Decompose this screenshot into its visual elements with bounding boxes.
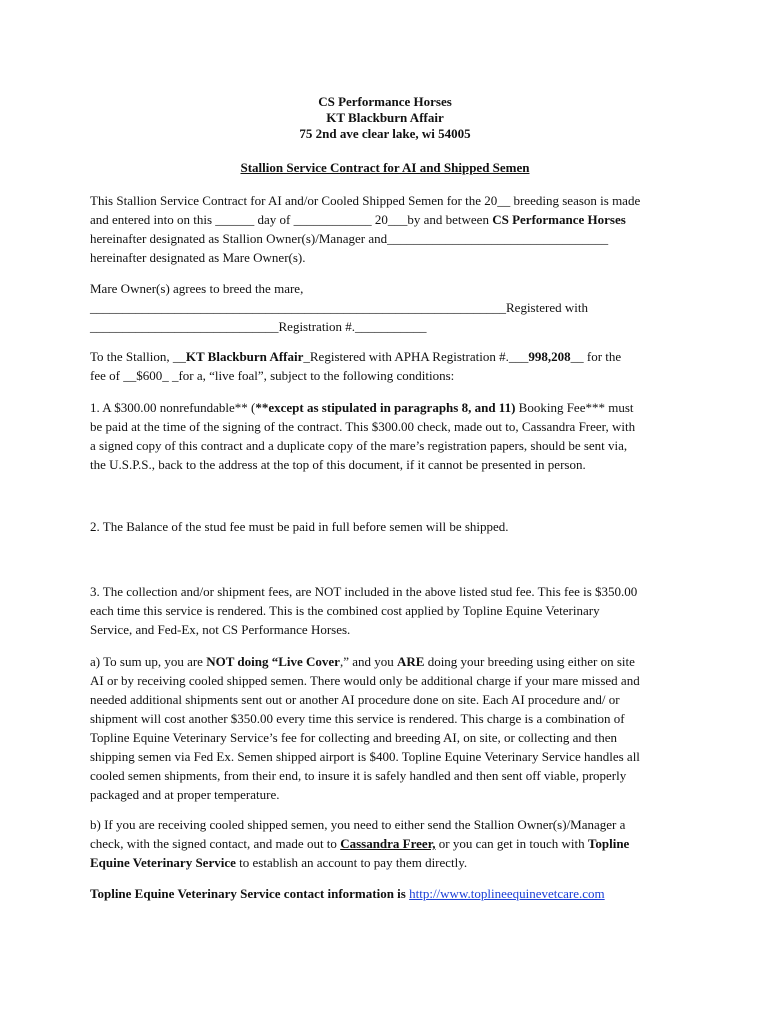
payee-name: Cassandra Freer, xyxy=(340,836,436,851)
company-name: CS Performance Horses xyxy=(318,94,452,109)
subsection-b-line-1: b) If you are receiving cooled shipped semen, you need to either send the Stallion Owner(s)/Manager a xyxy=(90,817,626,832)
condition-3-line-2: each time this service is rendered. This is the combined cost applied by Topline Equine Veterinary xyxy=(90,603,600,618)
mare-registration-blank: _____________________________Registration #.___________ xyxy=(90,319,427,334)
subsection-b-line-3: Equine Veterinary Service to establish an account to pay them directly. xyxy=(90,855,468,870)
registration-number: 998,208 xyxy=(528,349,571,364)
condition-1-line-3: a signed copy of this contract and a duplicate copy of the mare’s registration papers, should be sent via, xyxy=(90,438,628,453)
stallion-name-bold: KT Blackburn Affair xyxy=(185,349,304,364)
subsection-a-line-7: cooled semen shipments, from their end, to insure it is safely handled and then sent off viable, properly xyxy=(90,768,627,783)
contract-title: Stallion Service Contract for AI and Shipped Semen xyxy=(240,160,530,175)
intro-line-2: and entered into on this ______ day of ____________ 20___by and between CS Performance Horses xyxy=(90,212,626,227)
vet-website-link[interactable]: http://www.toplineequinevetcare.com xyxy=(409,886,605,901)
subsection-a-line-5: Topline Equine Veterinary Service’s fee for collecting and breeding AI, on site, or collecting and then xyxy=(90,730,617,745)
subsection-a-line-6: shipping semen via Fed Ex. Semen shipped airport is $400. Topline Equine Veterinary Service handles all xyxy=(90,749,640,764)
not-live-cover-emphasis: NOT doing “Live Cover xyxy=(206,654,340,669)
mare-name-blank: ________________________________________________________________Registered with xyxy=(90,300,588,315)
stallion-owner-name: CS Performance Horses xyxy=(492,212,626,227)
letterhead xyxy=(0,94,770,142)
intro-line-4: hereinafter designated as Mare Owner(s). xyxy=(90,250,306,265)
intro-line-1: This Stallion Service Contract for AI and/or Cooled Shipped Semen for the 20__ breeding season is made xyxy=(90,193,641,208)
condition-1-line-2: be paid at the time of the signing of the contract. This $300.00 check, made out to, Cassandra Freer, with xyxy=(90,419,636,434)
stallion-line-2: fee of __$600_ _for a, “live foal”, subject to the following conditions: xyxy=(90,368,455,383)
condition-1-line-4: the U.S.P.S., back to the address at the top of this document, if it cannot be presented in person. xyxy=(90,457,586,472)
vet-service-name-part-2: Equine Veterinary Service xyxy=(90,855,236,870)
intro-paragraph xyxy=(90,191,680,267)
condition-3-line-3: Service, and Fed-Ex, not CS Performance Horses. xyxy=(90,622,351,637)
subsection-a-line-3: needed additional shipments sent out or another AI procedure done on site. Each AI procedure and/ or xyxy=(90,692,620,707)
subsection-a xyxy=(90,652,680,804)
condition-3 xyxy=(90,582,680,639)
contact-label: Topline Equine Veterinary Service contact information is xyxy=(90,886,410,901)
company-address: 75 2nd ave clear lake, wi 54005 xyxy=(299,126,471,141)
intro-line-3: hereinafter designated as Stallion Owner(s)/Manager and__________________________________ xyxy=(90,231,609,246)
vet-service-name-part-1: Topline xyxy=(587,836,630,851)
stallion-paragraph xyxy=(90,347,680,385)
subsection-a-line-4: shipment will cost another $350.00 every time this service is rendered. This charge is a combination of xyxy=(90,711,625,726)
stallion-line-1: To the Stallion, __KT Blackburn Affair_Registered with APHA Registration #.___998,208__ for the xyxy=(90,349,622,364)
subsection-b-line-2: check, with the signed contact, and made out to Cassandra Freer, or you can get in touch with Topline xyxy=(90,836,630,851)
contact-info xyxy=(90,884,680,903)
subsection-a-line-8: packaged and at proper temperature. xyxy=(90,787,280,802)
are-emphasis: ARE xyxy=(396,654,425,669)
subsection-b xyxy=(90,815,680,872)
mare-line-1: Mare Owner(s) agrees to breed the mare, xyxy=(90,281,304,296)
subsection-a-line-2: AI or by receiving cooled shipped semen. There would only be additional charge if your mare missed and xyxy=(90,673,640,688)
mare-paragraph xyxy=(90,279,680,336)
condition-3-line-1: 3. The collection and/or shipment fees, are NOT included in the above listed stud fee. This fee is $350.00 xyxy=(90,584,638,599)
exception-note: **except as stipulated in paragraphs 8, and 11) xyxy=(255,400,516,415)
condition-2 xyxy=(90,517,680,536)
subsection-a-line-1: a) To sum up, you are NOT doing “Live Cover,” and you ARE doing your breeding using either on site xyxy=(90,654,635,669)
condition-2-line-1: 2. The Balance of the stud fee must be paid in full before semen will be shipped. xyxy=(90,519,509,534)
stallion-name: KT Blackburn Affair xyxy=(326,110,444,125)
condition-1 xyxy=(90,398,680,474)
condition-1-line-1: 1. A $300.00 nonrefundable** (**except as stipulated in paragraphs 8, and 11) Booking Fee*** must xyxy=(90,400,634,415)
